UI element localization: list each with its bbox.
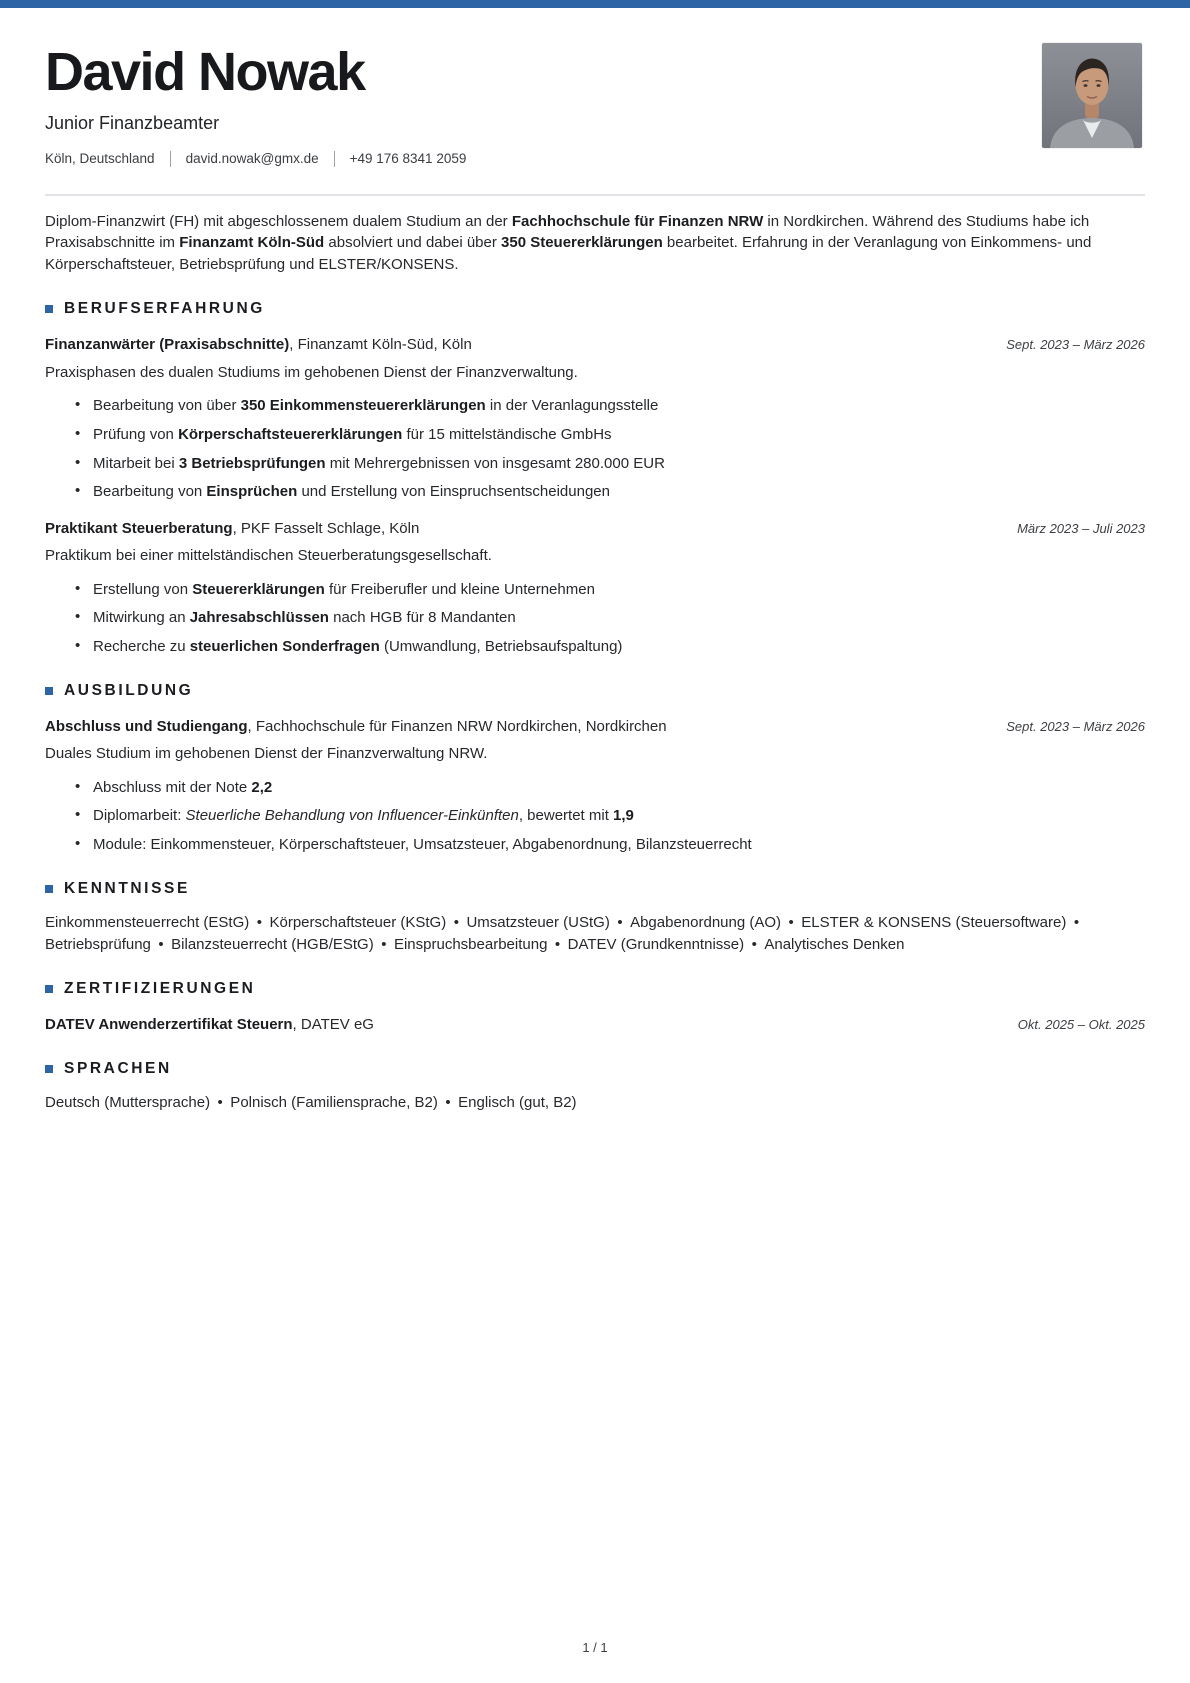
experience-entry	[45, 335, 1145, 502]
experience-entry	[45, 519, 1145, 657]
top-accent-bar	[0, 0, 1190, 8]
entry-bullet-list	[45, 778, 1145, 855]
certification-entry	[45, 1015, 1145, 1035]
bullet-item: • Prüfung von Körperschaftsteuererklärungen für 15 mittelständische GmbHs	[75, 425, 1145, 445]
bullet-item: • Recherche zu steuerlichen Sonderfragen (Umwandlung, Betriebsaufspaltung)	[75, 637, 1145, 657]
entry-title: Praktikant Steuerberatung, PKF Fasselt Schlage, Köln	[45, 520, 420, 538]
contact-row	[45, 151, 1145, 167]
entry-dates: Sept. 2023 – März 2026	[1006, 719, 1145, 735]
section-heading-label: AUSBILDUNG	[64, 682, 194, 700]
languages-list: Deutsch (Muttersprache) • Polnisch (Familiensprache, B2) • Englisch (gut, B2)	[45, 1094, 577, 1112]
page-indicator: 1 / 1	[582, 1640, 608, 1655]
section-heading-certifications	[45, 980, 1145, 998]
profile-photo	[1042, 43, 1142, 148]
education-entry	[45, 717, 1145, 855]
candidate-job-title: Junior Finanzbeamter	[45, 112, 220, 133]
entry-title: Finanzanwärter (Praxisabschnitte), Finanzamt Köln-Süd, Köln	[45, 336, 472, 354]
entry-title: Abschluss und Studiengang, Fachhochschule für Finanzen NRW Nordkirchen, Nordkirchen	[45, 718, 667, 736]
entry-title: DATEV Anwenderzertifikat Steuern, DATEV eG	[45, 1016, 374, 1034]
entry-bullet-list	[45, 396, 1145, 502]
bullet-item: • Abschluss mit der Note 2,2	[75, 778, 1145, 798]
candidate-name: David Nowak	[45, 42, 365, 102]
summary-text: Diplom-Finanzwirt (FH) mit abgeschlossenem dualem Studium an der Fachhochschule für Finanzen NRW in Nordkirchen. Während des Studiums habe ich Praxisabschnitte im Finanzamt Köln-Süd absolviert und dabei über 350 Steuererklärungen bearbeitet. Erfahrung in der Veranlagung von Einkommens- und Körperschaftsteuer, Betriebsprüfung und ELSTER/KONSENS.	[45, 212, 1092, 273]
skills-list: Einkommensteuerrecht (EStG) • Körperschaftsteuer (KStG) • Umsatzsteuer (UStG) • Abgabenordnung (AO) • ELSTER & KONSENS (Steuersoftware) • Betriebsprüfung • Bilanzsteuerrecht (HGB/EStG) • Einspruchsbearbeitung • DATEV (Grundkenntnisse) • Analytisches Denken	[45, 913, 1087, 953]
bullet-item: • Erstellung von Steuererklärungen für Freiberufler und kleine Unternehmen	[75, 580, 1145, 600]
section-square-icon	[45, 985, 53, 993]
section-heading-label: BERUFSERFAHRUNG	[64, 300, 265, 318]
entry-head	[45, 519, 1145, 539]
entry-dates: Sept. 2023 – März 2026	[1006, 337, 1145, 353]
section-square-icon	[45, 305, 53, 313]
contact-separator	[170, 151, 171, 167]
bullet-item: • Bearbeitung von über 350 Einkommensteuererklärungen in der Veranlagungsstelle	[75, 396, 1145, 416]
section-heading-label: SPRACHEN	[64, 1060, 172, 1078]
entry-head	[45, 1015, 1145, 1035]
contact-phone: +49 176 8341 2059	[349, 151, 467, 167]
section-heading-label: ZERTIFIZIERUNGEN	[64, 980, 256, 998]
section-heading-experience	[45, 300, 1145, 318]
entry-description: Praktikum bei einer mittelständischen Steuerberatungsgesellschaft.	[45, 547, 492, 565]
contact-separator	[334, 151, 335, 167]
entry-bullet-list	[45, 580, 1145, 657]
entry-head	[45, 335, 1145, 355]
profile-photo-graphic	[1042, 43, 1142, 148]
bullet-item: • Bearbeitung von Einsprüchen und Erstellung von Einspruchsentscheidungen	[75, 482, 1145, 502]
entry-dates: März 2023 – Juli 2023	[1017, 521, 1145, 537]
bullet-item: • Mitwirkung an Jahresabschlüssen nach HGB für 8 Mandanten	[75, 608, 1145, 628]
bullet-item: • Module: Einkommensteuer, Körperschaftsteuer, Umsatzsteuer, Abgabenordnung, Bilanzsteuerrecht	[75, 835, 1145, 855]
entry-description: Duales Studium im gehobenen Dienst der Finanzverwaltung NRW.	[45, 745, 488, 763]
entry-head	[45, 717, 1145, 737]
section-heading-label: KENNTNISSE	[64, 879, 190, 897]
section-heading-skills	[45, 880, 1145, 898]
section-square-icon	[45, 687, 53, 695]
contact-email: david.nowak@gmx.de	[185, 151, 319, 167]
bullet-item: • Mitarbeit bei 3 Betriebsprüfungen mit Mehrergebnissen von insgesamt 280.000 EUR	[75, 454, 1145, 474]
entry-description: Praxisphasen des dualen Studiums im gehobenen Dienst der Finanzverwaltung.	[45, 363, 578, 381]
bullet-item: • Diplomarbeit: Steuerliche Behandlung von Influencer-Einkünften, bewertet mit 1,9	[75, 806, 1145, 826]
entry-dates: Okt. 2025 – Okt. 2025	[1017, 1017, 1145, 1033]
contact-location: Köln, Deutschland	[45, 151, 155, 167]
section-heading-languages	[45, 1060, 1145, 1078]
section-square-icon	[45, 885, 53, 893]
section-heading-education	[45, 682, 1145, 700]
header-divider	[45, 194, 1145, 196]
section-square-icon	[45, 1065, 53, 1073]
